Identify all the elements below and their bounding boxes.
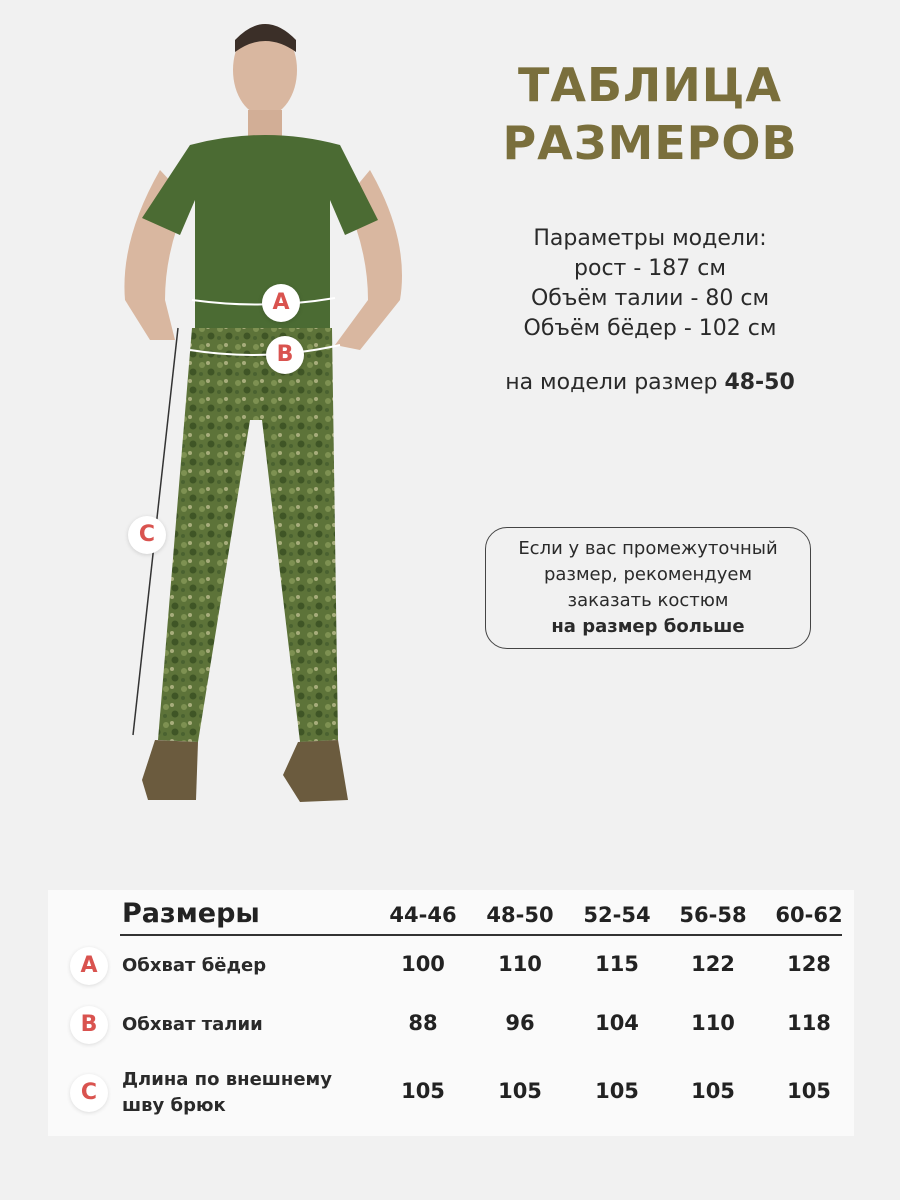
table-header-divider — [120, 934, 842, 936]
marker-a-label: A — [272, 290, 290, 315]
model-hips: Объём бёдер - 102 см — [523, 316, 777, 341]
page-title — [470, 56, 830, 172]
model-illustration — [0, 0, 470, 860]
row-c-value-2: 105 — [498, 1079, 542, 1103]
marker-a-badge — [262, 284, 300, 322]
title-line-1: ТАБЛИЦА — [517, 58, 783, 112]
table-header-label: Размеры — [122, 898, 260, 929]
row-c-label-line-1: Длина по внешнему — [122, 1069, 332, 1090]
model-size-prefix: на модели размер — [505, 370, 725, 395]
row-a-value-1: 100 — [401, 952, 445, 976]
size-header-60-62: 60-62 — [775, 903, 843, 927]
row-b-marker: B — [70, 1006, 108, 1044]
marker-b-badge — [266, 336, 304, 374]
model-size — [470, 370, 830, 395]
row-c-value-3: 105 — [595, 1079, 639, 1103]
row-c-label-line-2: шву брюк — [122, 1095, 226, 1116]
row-b-value-3: 104 — [595, 1011, 639, 1035]
row-c-value-4: 105 — [691, 1079, 735, 1103]
note-line-2: размер, рекомендуем — [543, 564, 753, 585]
model-pants — [158, 328, 338, 742]
row-a-label: Обхват бёдер — [122, 955, 267, 976]
row-a-marker: A — [70, 947, 108, 985]
row-a-value-4: 122 — [691, 952, 735, 976]
row-a-value-5: 128 — [787, 952, 831, 976]
model-right-boot — [283, 740, 348, 802]
row-a-value-2: 110 — [498, 952, 542, 976]
marker-c-label: C — [138, 522, 156, 547]
note-line-1: Если у вас промежуточный — [518, 538, 778, 559]
size-header-44-46: 44-46 — [389, 903, 457, 927]
size-advice-note — [485, 527, 811, 649]
model-waist: Объём талии - 80 см — [530, 286, 770, 311]
model-params — [470, 224, 830, 344]
title-line-2: РАЗМЕРОВ — [502, 116, 798, 170]
model-height: рост - 187 см — [574, 256, 726, 281]
row-b-value-4: 110 — [691, 1011, 735, 1035]
marker-c-badge — [128, 516, 166, 554]
model-shirt — [142, 135, 378, 330]
note-line-3: заказать костюм — [567, 590, 729, 611]
row-b-value-2: 96 — [505, 1011, 535, 1035]
model-left-boot — [142, 740, 198, 800]
model-size-value: 48-50 — [724, 370, 795, 395]
row-c-label — [122, 1067, 362, 1119]
size-table — [48, 890, 854, 1136]
row-b-value-5: 118 — [787, 1011, 831, 1035]
size-header-48-50: 48-50 — [486, 903, 554, 927]
row-c-value-1: 105 — [401, 1079, 445, 1103]
size-header-56-58: 56-58 — [679, 903, 747, 927]
model-params-heading: Параметры модели: — [533, 226, 767, 251]
row-c-marker: C — [70, 1074, 108, 1112]
size-header-52-54: 52-54 — [583, 903, 651, 927]
marker-b-label: B — [276, 342, 294, 367]
row-b-label: Обхват талии — [122, 1014, 263, 1035]
row-b-value-1: 88 — [408, 1011, 438, 1035]
row-a-value-3: 115 — [595, 952, 639, 976]
row-c-value-5: 105 — [787, 1079, 831, 1103]
model-figure — [0, 0, 470, 860]
note-line-4: на размер больше — [551, 616, 745, 637]
